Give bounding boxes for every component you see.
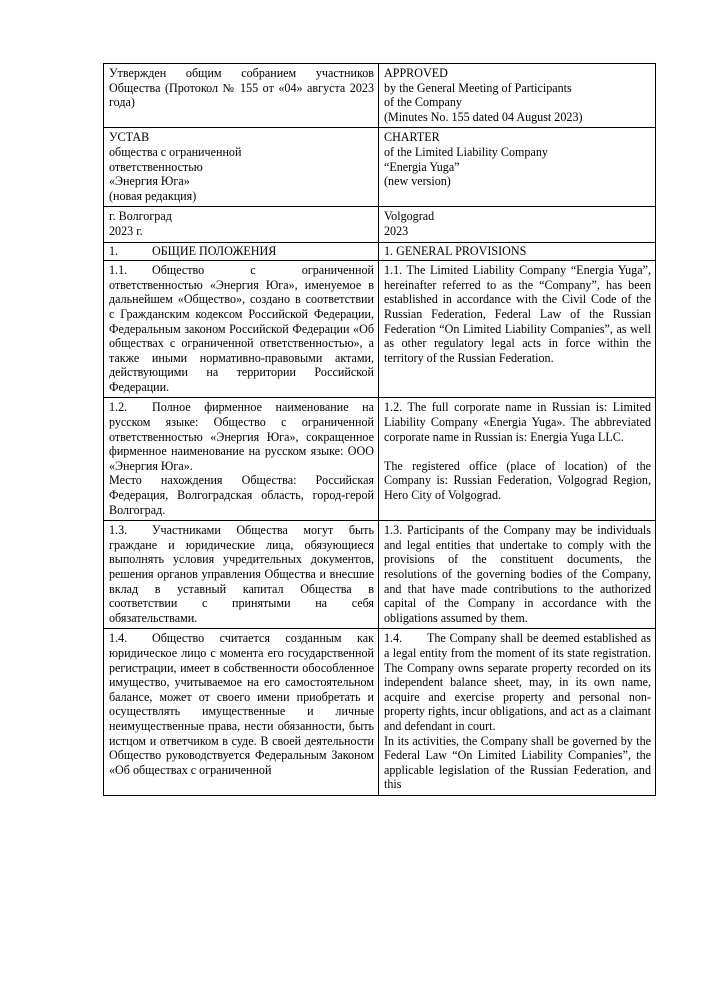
clause-1-3-text-en: 1.3. Participants of the Company may be individuals and legal entities that undertake to comply with the provisions of the constituent documents, the resolutions of the governing bodies of the Company, and that have made contributions to the authorized capital of the Company in accordance with the obligations assumed by them.: [384, 523, 651, 625]
table-row: [104, 398, 656, 521]
paragraph-spacer: [384, 444, 651, 459]
clause-1-2-number-ru: 1.2.: [109, 400, 128, 415]
clause-1-4-text2-en: In its activities, the Company shall be governed by the Federal Law “On Limited Liability Companies”, the applicable legislation of the Russian Federation, and this: [384, 733, 651, 792]
section-heading-ru: ОБЩИЕ ПОЛОЖЕНИЯ: [152, 243, 277, 258]
charter-company-name-en: “Energia Yuga”: [384, 159, 460, 174]
clause-1-4-text-en: The Company shall be deemed established as a legal entity from the moment of its state registration. The Company owns separate property recorded on its independent balance sheet, may, in its own name, acquire and exercise property and personal non-property rights, incur obligations, and act as a claimant and defendant in court.: [384, 631, 651, 733]
clause-1-2-paragraph-ru: [109, 400, 374, 473]
table-row: [104, 629, 656, 796]
city-ru: г. Волгоград: [109, 209, 172, 224]
bilingual-charter-table: [103, 63, 656, 796]
clause-1-3-cell-en: [379, 521, 656, 629]
clause-1-3-cell-ru: [104, 521, 379, 629]
charter-version-en: (new version): [384, 174, 451, 189]
charter-title-ru: УСТАВ: [109, 130, 150, 145]
clause-1-1-text-en: 1.1. The Limited Liability Company “Energia Yuga”, hereinafter referred to as the “Company”, has been established in accordance with the Civil Code of the Russian Federation, Federal Law of the Russian Federation “On Limited Liability Companies”, as well as other regulatory legal acts in force within the territory of the Russian Federation.: [384, 263, 651, 365]
city-en: Volgograd: [384, 209, 435, 224]
clause-1-3-text-ru: Участниками Общества могут быть граждане и юридические лица, обязующиеся выполнять условия учредительных документов, решения органов управления Общества и внесшие вклад в уставный капитал Общества в соответствии с принятыми на себя обязательствами.: [109, 523, 374, 625]
clause-1-2-cell-ru: [104, 398, 379, 521]
clause-1-4-number-ru: 1.4.: [109, 631, 128, 646]
clause-1-1-cell-en: [379, 261, 656, 398]
clause-1-3-paragraph-ru: [109, 523, 374, 625]
place-date-cell-ru: [104, 207, 379, 242]
clause-1-4-paragraph-ru: [109, 631, 374, 777]
clause-1-2-text-en: 1.2. The full corporate name in Russian is: Limited Liability Company «Energia Yuga». The abbreviated corporate name in Russian is: Energia Yuga LLC.: [384, 400, 651, 444]
place-date-cell-en: [379, 207, 656, 242]
section-heading-cell-ru: [104, 242, 379, 261]
approval-line-1-en: APPROVED: [384, 66, 448, 80]
approval-text-ru: Утвержден общим собранием участников Общества (Протокол № 155 от «04» августа 2023 года): [109, 66, 374, 110]
table-row: [104, 207, 656, 242]
table-row: [104, 261, 656, 398]
charter-title-cell-en: [379, 128, 656, 207]
year-ru: 2023 г.: [109, 223, 143, 238]
clause-1-1-number-ru: 1.1.: [109, 263, 128, 278]
year-en: 2023: [384, 223, 409, 238]
clause-1-4-number-en: 1.4.: [384, 631, 403, 646]
approval-cell-ru: [104, 64, 379, 128]
clause-1-1-cell-ru: [104, 261, 379, 398]
section-number-ru: 1.: [109, 243, 119, 258]
clause-1-3-number-ru: 1.3.: [109, 523, 128, 538]
approval-cell-en: [379, 64, 656, 128]
charter-subtitle-line-2-ru: ответственностью: [109, 159, 203, 174]
charter-subtitle-en: of the Limited Liability Company: [384, 144, 548, 159]
table-row: [104, 64, 656, 128]
clause-1-1-text-ru: Общество с ограниченной ответственностью «Энергия Юга», именуемое в дальнейшем «Общество», создано в соответствии с Гражданским кодексом Российской Федерации, Федеральным законом Российской Федерации «Об обществах с ограниченной ответственностью», а также иными нормативно-правовыми актами, действующими на территории Российской Федерации.: [109, 263, 374, 394]
table-row: [104, 242, 656, 261]
clause-1-2-address-en: The registered office (place of location) of the Company is: Russian Federation, Volgograd Region, Hero City of Volgograd.: [384, 458, 651, 503]
charter-title-cell-ru: [104, 128, 379, 207]
clause-1-4-cell-en: [379, 629, 656, 796]
clause-1-4-text-ru: Общество считается созданным как юридическое лицо с момента его государственной регистрации, имеет в собственности обособленное имущество, учитываемое на его самостоятельном балансе, может от своего имени приобретать и осуществлять имущественные и личные неимущественные права, нести обязанности, быть истцом и ответчиком в суде. В своей деятельности Общество руководствуется Федеральным Законом «Об обществах с ограниченной: [109, 631, 374, 777]
section-heading-ru-line: [109, 244, 374, 259]
clause-1-2-address-ru: Место нахождения Общества: Российская Федерация, Волгоградская область, город-герой Волгоград.: [109, 473, 374, 517]
section-heading-cell-en: [379, 242, 656, 261]
table-row: [104, 521, 656, 629]
table-row: [104, 128, 656, 207]
clause-1-4-cell-ru: [104, 629, 379, 796]
section-heading-en: 1. GENERAL PROVISIONS: [384, 243, 527, 258]
charter-subtitle-line-1-ru: общества с ограниченной: [109, 144, 242, 159]
clause-1-2-cell-en: [379, 398, 656, 521]
clause-1-1-paragraph-ru: [109, 263, 374, 394]
charter-title-en: CHARTER: [384, 130, 440, 145]
clause-1-4-paragraph-en: [384, 631, 651, 733]
charter-version-ru: (новая редакция): [109, 188, 197, 203]
approval-line-2-en: by the General Meeting of Participants: [384, 80, 572, 95]
charter-company-name-ru: «Энергия Юга»: [109, 174, 190, 189]
clause-1-2-text-ru: Полное фирменное наименование на русском языке: Общество с ограниченной ответственностью «Энергия Юга», сокращенное фирменное наименование на русском языке: ООО «Энергия Юга».: [109, 400, 374, 473]
approval-line-4-en: (Minutes No. 155 dated 04 August 2023): [384, 109, 583, 124]
approval-line-3-en: of the Company: [384, 95, 462, 110]
